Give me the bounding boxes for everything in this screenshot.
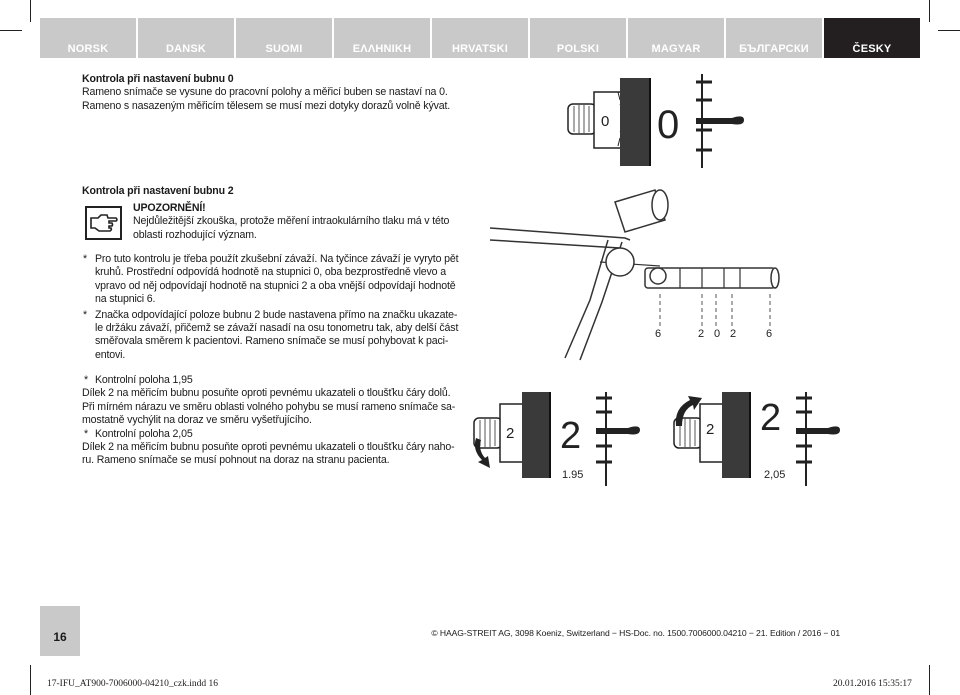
paragraph-line: směřovala směrem k pacientovi. Rameno snímače se musí pohybovat k paci-: [95, 335, 449, 348]
crop-mark: [929, 665, 930, 695]
warning-block: [133, 202, 463, 242]
rod-label: 6: [766, 328, 773, 340]
tab-polski: POLSKI: [530, 18, 626, 58]
figure-drum-0: [560, 70, 750, 170]
tab-norsk: NORSK: [40, 18, 136, 58]
crop-mark: [929, 0, 930, 22]
paragraph-line: Dílek 2 na měřicím bubnu posuňte oproti pevnému ukazateli o tloušťku čáry dolů.: [82, 387, 451, 400]
tab-magyar: MAGYAR: [628, 18, 724, 58]
paragraph-line: vpravo od něj odpovídají hodnotě na stupnici 2 a oba vnější odpovídají hodnotě: [95, 279, 456, 292]
rod-label: 2: [698, 328, 705, 340]
section-drum-0: [82, 73, 552, 113]
bullet-item: * Kontrolní poloha 1,95: [84, 374, 193, 386]
paragraph-line: le držáku závaží, přičemž se závaží nasadí na osu tonometru tak, aby delší část: [95, 322, 459, 335]
control-positions-block: [82, 374, 462, 468]
big-value-label: 2: [760, 397, 782, 439]
tab-greek: ΕΛΛΗΝΙΚΗ: [334, 18, 430, 58]
figure-test-weight: [490, 180, 800, 370]
figure-position-1-95: [468, 390, 648, 490]
section-heading: Kontrola při nastavení bubnu 2: [82, 185, 234, 197]
rod-label: 2: [730, 328, 737, 340]
paragraph-line: kruhů. Prostřední odpovídá hodnotě na stupnici 0, oba bezprostředně vlevo a: [95, 266, 446, 279]
rod-label: 0: [714, 328, 721, 340]
paragraph-line: Při mírném nárazu ve směru oblasti volného pohybu se musí rameno snímače sa-: [82, 400, 456, 413]
warning-line: Nejdůležitější zkouška, protože měření intraokulárního tlaku má v této: [133, 215, 450, 228]
figure-position-2-05: [668, 390, 848, 490]
paragraph-line: Rameno s nasazeným měřicím tělesem se musí mezi dotyky dorazů volně kývat.: [82, 99, 451, 112]
drum-value-label: 2: [706, 421, 715, 438]
slug-filename: 17-IFU_AT900-7006000-04210_czk.indd 16: [47, 679, 218, 689]
crop-mark: [30, 0, 31, 22]
drum-value-label: 2: [506, 425, 515, 442]
paragraph-line: mostatně vychýlit na doraz ve směru vyšetřujícího.: [82, 414, 312, 427]
bullet-star: *: [84, 374, 88, 386]
bullet-star: *: [84, 427, 88, 440]
pointing-hand-icon: [85, 206, 122, 240]
rod-label: 6: [655, 328, 662, 340]
position-value: 2,05: [764, 469, 786, 481]
section-drum-2: [82, 185, 472, 198]
paragraph-line: entovi.: [95, 348, 126, 361]
tab-hrvatski: HRVATSKI: [432, 18, 528, 58]
slug-timestamp: 20.01.2016 15:35:17: [833, 679, 912, 689]
language-tabs: [40, 18, 920, 58]
paragraph-line: ru. Rameno snímače se musí pohnout na doraz na stranu pacienta.: [82, 454, 390, 467]
paragraph-line: na stupnici 6.: [95, 293, 156, 306]
page-number: 16: [40, 606, 80, 656]
drum-value-label: 0: [601, 113, 610, 130]
paragraph-line: Dílek 2 na měřicím bubnu posuňte oproti pevnému ukazateli o tloušťku čáry naho-: [82, 441, 455, 454]
bullet-star: *: [83, 308, 87, 321]
position-value: 1.95: [562, 469, 584, 481]
bullet-item: * Pro tuto kontrolu je třeba použít zkušební závaží. Na tyčince závaží je vyryto pět: [83, 253, 459, 265]
crop-mark: [30, 665, 31, 695]
section-heading: Kontrola při nastavení bubnu 0: [82, 73, 234, 85]
tab-suomi: SUOMI: [236, 18, 332, 58]
crop-mark: [0, 30, 22, 31]
tab-bulgarian: БЪЛГАРСКИ: [726, 18, 822, 58]
big-value-label: 0: [657, 103, 680, 147]
bullet-star: *: [83, 253, 87, 265]
instruction-block: [83, 253, 480, 362]
bullet-item: * Kontrolní poloha 2,05: [84, 427, 193, 440]
bullet-item: * Značka odpovídající poloze bubnu 2 bude nastavena přímo na značku ukazate-: [83, 308, 458, 321]
tab-dansk: DANSK: [138, 18, 234, 58]
big-value-label: 2: [560, 415, 582, 457]
warning-line: oblasti rozhodující význam.: [133, 228, 257, 241]
crop-mark: [938, 30, 960, 31]
footer-copyright: © HAAG-STREIT AG, 3098 Koeniz, Switzerland − HS-Doc. no. 1500.7006000.04210 − 21. Edition / 2016 − 01: [431, 628, 840, 638]
paragraph-line: Rameno snímače se vysune do pracovní polohy a měřicí buben se nastaví na 0.: [82, 86, 448, 99]
warning-title: UPOZORNĚNÍ!: [133, 202, 206, 214]
tab-cesky: ČESKY: [824, 18, 920, 58]
